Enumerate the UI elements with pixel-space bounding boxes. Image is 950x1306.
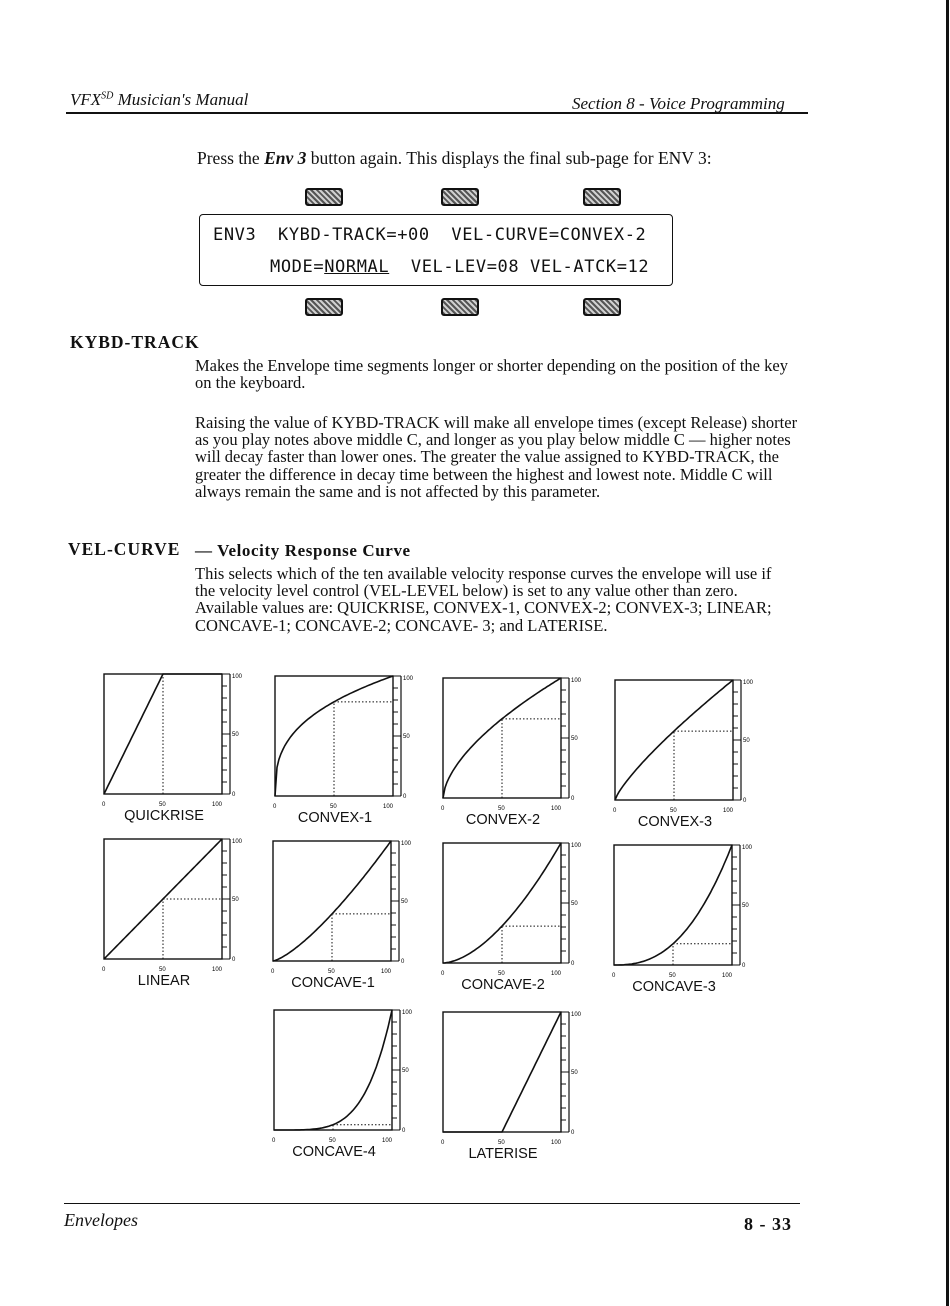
y-label-zero: 0 <box>402 1128 406 1134</box>
kybd-track-heading: KYBD-TRACK <box>70 332 200 352</box>
vel-curve-subheading: — Velocity Response Curve <box>195 541 411 560</box>
y-label-max: 100 <box>742 845 753 851</box>
y-label-mid: 50 <box>742 903 749 909</box>
page-edge-line <box>946 0 949 1306</box>
manual-title: $VFX^{SD}$ Musician's Manual <box>70 90 249 109</box>
curve-graph-convex-3 <box>609 678 757 820</box>
y-label-mid: 50 <box>571 736 578 742</box>
x-label-mid: 50 <box>498 971 505 977</box>
curve-name-linear: LINEAR <box>137 973 191 989</box>
curve-graph-laterise <box>437 1010 585 1152</box>
soft-button-bottom-2[interactable] <box>441 298 479 316</box>
curve-graph-quickrise <box>98 672 246 814</box>
x-label-mid: 50 <box>328 969 335 975</box>
x-label-mid: 50 <box>329 1138 336 1144</box>
y-label-max: 100 <box>403 676 414 682</box>
x-label-zero: 0 <box>441 806 445 812</box>
curve-name-convex-3: CONVEX-3 <box>637 814 713 830</box>
y-label-max: 100 <box>571 843 582 849</box>
y-label-mid: 50 <box>401 899 408 905</box>
x-label-mid: 50 <box>670 808 677 814</box>
x-label-zero: 0 <box>102 802 106 808</box>
y-label-max: 100 <box>232 839 243 845</box>
x-label-mid: 50 <box>669 973 676 979</box>
y-label-mid: 50 <box>232 897 239 903</box>
x-label-zero: 0 <box>272 1138 276 1144</box>
y-label-mid: 50 <box>403 734 410 740</box>
footer-chapter: Envelopes <box>64 1210 138 1230</box>
curve-name-concave-2: CONCAVE-2 <box>461 977 545 993</box>
y-label-zero: 0 <box>571 796 575 802</box>
curve-name-laterise: LATERISE <box>468 1146 538 1162</box>
y-label-mid: 50 <box>402 1068 409 1074</box>
y-label-max: 100 <box>232 674 243 680</box>
soft-button-top-3[interactable] <box>583 188 621 206</box>
y-label-max: 100 <box>402 1010 413 1016</box>
x-label-max: 100 <box>551 971 562 977</box>
x-label-zero: 0 <box>102 967 106 973</box>
soft-button-top-1[interactable] <box>305 188 343 206</box>
x-label-max: 100 <box>382 1138 393 1144</box>
x-label-max: 100 <box>551 1140 562 1146</box>
y-label-zero: 0 <box>571 961 575 967</box>
page-number: 8 - 33 <box>744 1214 792 1234</box>
curve-graph-concave-3 <box>608 843 756 985</box>
vel-curve-heading: VEL-CURVE <box>68 539 181 559</box>
curve-name-concave-1: CONCAVE-1 <box>291 975 375 991</box>
y-label-zero: 0 <box>232 957 236 963</box>
x-label-zero: 0 <box>613 808 617 814</box>
curve-name-concave-4: CONCAVE-4 <box>292 1144 376 1160</box>
soft-button-bottom-3[interactable] <box>583 298 621 316</box>
footer-rule <box>64 1203 800 1204</box>
x-label-max: 100 <box>212 802 223 808</box>
soft-button-bottom-1[interactable] <box>305 298 343 316</box>
x-label-mid: 50 <box>498 1140 505 1146</box>
x-label-max: 100 <box>212 967 223 973</box>
y-label-mid: 50 <box>743 738 750 744</box>
header-rule <box>66 112 808 114</box>
y-label-max: 100 <box>571 1012 582 1018</box>
x-label-max: 100 <box>722 973 733 979</box>
x-label-zero: 0 <box>271 969 275 975</box>
kybd-track-para-2: Raising the value of KYBD-TRACK will make all envelope times (except Release) shorter as you play notes above middle C, and longer as you play below middle C — higher notes will decay faster than lower ones. The greater the value assigned to KYBD-TRACK, the greater the difference in decay time between the highest and lowest note. Middle C will always remain the same and is not affected by this parameter. <box>195 413 798 501</box>
x-label-zero: 0 <box>441 1140 445 1146</box>
soft-button-top-2[interactable] <box>441 188 479 206</box>
curve-graph-concave-4 <box>268 1008 416 1150</box>
x-label-mid: 50 <box>330 804 337 810</box>
curve-name-convex-2: CONVEX-2 <box>465 812 541 828</box>
y-label-zero: 0 <box>742 963 746 969</box>
curve-line <box>443 1012 561 1132</box>
curve-graph-linear <box>98 837 246 979</box>
curve-graph-convex-1 <box>269 674 417 816</box>
curve-name-quickrise: QUICKRISE <box>124 808 204 824</box>
graph-frame <box>443 1012 561 1132</box>
y-label-max: 100 <box>571 678 582 684</box>
curve-graph-convex-2 <box>437 676 585 818</box>
x-label-zero: 0 <box>441 971 445 977</box>
y-label-mid: 50 <box>232 732 239 738</box>
x-label-max: 100 <box>383 804 394 810</box>
section-title: Section 8 - Voice Programming <box>572 94 785 113</box>
x-label-max: 100 <box>381 969 392 975</box>
curve-graph-concave-1 <box>267 839 415 981</box>
y-label-zero: 0 <box>232 792 236 798</box>
x-label-mid: 50 <box>498 806 505 812</box>
curve-name-convex-1: CONVEX-1 <box>297 810 373 826</box>
intro-text: Press the Env 3 button again. This displays the final sub-page for ENV 3: <box>197 148 712 168</box>
y-label-zero: 0 <box>403 794 407 800</box>
lcd-display <box>199 214 673 286</box>
x-label-max: 100 <box>723 808 734 814</box>
x-label-zero: 0 <box>273 804 277 810</box>
y-label-max: 100 <box>401 841 412 847</box>
x-label-zero: 0 <box>612 973 616 979</box>
curve-name-concave-3: CONCAVE-3 <box>632 979 716 995</box>
vel-curve-para: This selects which of the ten available velocity response curves the envelope will use if the velocity level control (VEL-LEVEL below) is set to any value other than zero. Available values are: QUICKRISE, CONVEX-1, CONVEX-2; CONVEX-3; LINEAR; CONCAVE-1; CONCAVE-2; CONCAVE- 3; and LATERISE. <box>195 564 772 635</box>
lcd-line-1: ENV3 KYBD-TRACK=+00 VEL-CURVE=CONVEX-2 <box>213 225 647 245</box>
x-label-mid: 50 <box>159 967 166 973</box>
x-label-max: 100 <box>551 806 562 812</box>
curve-line <box>274 1010 392 1130</box>
env3-button-name: Env 3 <box>264 148 307 168</box>
y-label-mid: 50 <box>571 901 578 907</box>
y-label-zero: 0 <box>401 959 405 965</box>
kybd-track-para-1: Makes the Envelope time segments longer or shorter depending on the position of the key on the keyboard. <box>195 356 788 393</box>
lcd-line-2: MODE=NORMAL VEL-LEV=08 VEL-ATCK=12 <box>270 257 650 277</box>
x-label-mid: 50 <box>159 802 166 808</box>
curve-graph-concave-2 <box>437 841 585 983</box>
y-label-zero: 0 <box>743 798 747 804</box>
lcd-mode-value: NORMAL <box>324 257 390 277</box>
y-label-zero: 0 <box>571 1130 575 1136</box>
y-label-mid: 50 <box>571 1070 578 1076</box>
y-label-max: 100 <box>743 680 754 686</box>
